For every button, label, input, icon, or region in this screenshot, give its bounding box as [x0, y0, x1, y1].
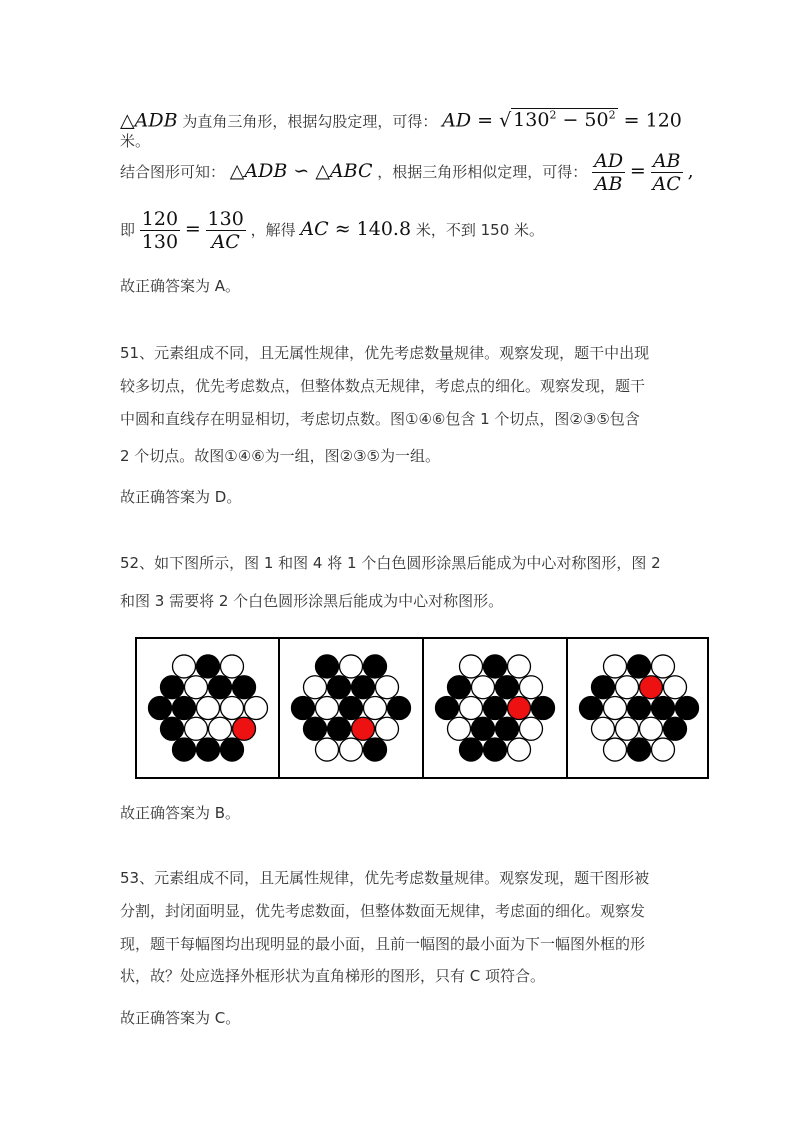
- black-circle: [436, 697, 459, 720]
- white-circle: [664, 676, 687, 699]
- white-circle: [197, 697, 220, 720]
- q53-line-2: 分割，封闭面明显，优先考虑数面，但整体数面无规律，考虑面的细化。观察发: [120, 902, 646, 920]
- black-circle: [221, 738, 244, 761]
- block1-line1-text: 为直角三角形，根据勾股定理，可得：: [182, 112, 438, 131]
- white-circle: [472, 676, 495, 699]
- black-circle: [352, 676, 375, 699]
- black-circle: [484, 697, 507, 720]
- white-circle: [460, 697, 483, 720]
- answer-c: 故正确答案为 C。: [120, 1009, 241, 1027]
- white-circle: [640, 717, 663, 740]
- white-circle: [173, 655, 196, 678]
- white-circle: [209, 717, 232, 740]
- white-circle: [316, 738, 339, 761]
- q53-line-3: 现，题干每幅图均出现明显的最小面，且前一幅图的最小面为下一幅图外框的形: [120, 935, 646, 953]
- answer-b: 故正确答案为 B。: [120, 804, 241, 822]
- block1-line3-pre: 即: [120, 221, 136, 239]
- black-circle: [484, 738, 507, 761]
- black-circle: [149, 697, 172, 720]
- white-circle: [364, 697, 387, 720]
- similarity-expression: △ADB ∽ △ABC: [229, 160, 373, 182]
- answer-a: 故正确答案为 A。: [120, 277, 241, 295]
- q52-line-1: 52、如下图所示，图 1 和图 4 将 1 个白色圆形涂黑后能成为中心对称图形，图 2: [120, 554, 661, 572]
- white-circle: [304, 676, 327, 699]
- q51-line-4: 2 个切点。故图①④⑥为一组，图②③⑤为一组。: [120, 447, 440, 465]
- black-circle: [484, 655, 507, 678]
- block1-line2-mid: ，根据三角形相似定理，可得：: [377, 163, 588, 181]
- fraction-ad-ab: $\frac{AD}{AB}$: [594, 150, 624, 195]
- block1-line3-post: 米，不到 150 米。: [415, 221, 545, 239]
- white-circle: [376, 676, 399, 699]
- fraction-120-130: $\frac{120}{130}$: [141, 208, 179, 253]
- q53-line-1: 53、元素组成不同，且无属性规律，优先考虑数量规律。观察发现，题干图形被: [120, 869, 650, 887]
- white-circle: [448, 717, 471, 740]
- block1-line2-pre: 结合图形可知：: [120, 163, 226, 181]
- black-circle: [628, 738, 651, 761]
- block1-line1: [120, 106, 690, 151]
- figure-panel-4: [568, 639, 708, 777]
- white-circle: [340, 738, 363, 761]
- block1-line3: 即 $\frac{120}{130}$ = $\frac{130}{AC}$ ，解得 AC ≈ 140.8 米，不到 150 米。: [120, 208, 545, 253]
- black-circle: [292, 697, 315, 720]
- figure-panel-1: [137, 639, 279, 777]
- q53-line-4: 状，故？处应选择外框形状为直角梯形的图形，只有 C 项符合。: [120, 967, 546, 985]
- black-circle: [340, 697, 363, 720]
- fraction-ab-ac: $\frac{AB}{AC}$: [652, 150, 681, 195]
- black-circle: [496, 676, 519, 699]
- black-circle: [388, 697, 411, 720]
- red-circle: [640, 676, 663, 699]
- black-circle: [664, 717, 687, 740]
- white-circle: [616, 676, 639, 699]
- black-circle: [209, 676, 232, 699]
- white-circle: [245, 697, 268, 720]
- fraction-130-ac: $\frac{130}{AC}$: [207, 208, 244, 253]
- black-circle: [233, 676, 256, 699]
- block1-line1-unit: 米。: [120, 132, 151, 151]
- triangle-adb-label: △ADB: [120, 109, 178, 132]
- white-circle: [604, 738, 627, 761]
- black-circle: [173, 738, 196, 761]
- white-circle: [221, 697, 244, 720]
- figure-panel-3: [424, 639, 566, 777]
- black-circle: [472, 717, 495, 740]
- white-circle: [604, 697, 627, 720]
- white-circle: [604, 655, 627, 678]
- white-circle: [652, 655, 675, 678]
- black-circle: [580, 697, 603, 720]
- block1-line2: 结合图形可知： △ADB ∽ △ABC ，根据三角形相似定理，可得： $\frac{AD}{AB}$ = $\frac{AB}{AC}$ ,: [120, 150, 694, 195]
- black-circle: [197, 655, 220, 678]
- black-circle: [460, 738, 483, 761]
- white-circle: [460, 655, 483, 678]
- white-circle: [520, 717, 543, 740]
- black-circle: [316, 655, 339, 678]
- black-circle: [161, 717, 184, 740]
- q51-line-1: 51、元素组成不同，且无属性规律，优先考虑数量规律。观察发现，题干中出现: [120, 344, 650, 362]
- black-circle: [652, 697, 675, 720]
- black-circle: [328, 676, 351, 699]
- black-circle: [173, 697, 196, 720]
- black-circle: [304, 717, 327, 740]
- white-circle: [185, 676, 208, 699]
- white-circle: [616, 717, 639, 740]
- red-circle: [352, 717, 375, 740]
- black-circle: [676, 697, 699, 720]
- black-circle: [592, 676, 615, 699]
- q51-line-3: 中圆和直线存在明显相切，考虑切点数。图①④⑥包含 1 个切点，图②③⑤包含: [120, 410, 640, 428]
- white-circle: [592, 717, 615, 740]
- pythagoras-formula: AD = √ $130^2 - 50^2 = 120$: [442, 109, 682, 132]
- black-circle: [364, 655, 387, 678]
- black-circle: [448, 676, 471, 699]
- white-circle: [376, 717, 399, 740]
- circle-pattern-figure: [135, 637, 709, 779]
- white-circle: [221, 655, 244, 678]
- q52-line-2: 和图 3 需要将 2 个白色圆形涂黑后能成为中心对称图形。: [120, 592, 504, 610]
- black-circle: [628, 697, 651, 720]
- white-circle: [508, 738, 531, 761]
- white-circle: [316, 697, 339, 720]
- black-circle: [628, 655, 651, 678]
- black-circle: [532, 697, 555, 720]
- black-circle: [328, 717, 351, 740]
- q51-line-2: 较多切点，优先考虑数点，但整体数点无规律，考虑点的细化。观察发现，题干: [120, 377, 646, 395]
- white-circle: [185, 717, 208, 740]
- white-circle: [508, 655, 531, 678]
- white-circle: [652, 738, 675, 761]
- block1-line3-mid: ，解得: [250, 221, 296, 239]
- black-circle: [161, 676, 184, 699]
- black-circle: [197, 738, 220, 761]
- ac-approx: AC ≈ 140.8: [300, 218, 412, 240]
- red-circle: [233, 717, 256, 740]
- black-circle: [364, 738, 387, 761]
- white-circle: [340, 655, 363, 678]
- black-circle: [496, 717, 519, 740]
- white-circle: [520, 676, 543, 699]
- answer-d: 故正确答案为 D。: [120, 488, 242, 506]
- red-circle: [508, 697, 531, 720]
- figure-panel-2: [280, 639, 422, 777]
